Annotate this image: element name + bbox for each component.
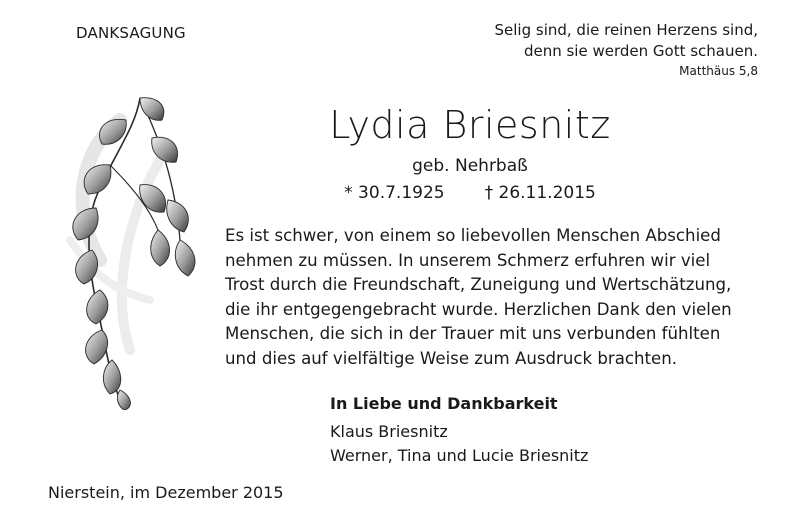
family-names xyxy=(330,420,588,468)
birth-date: * 30.7.1925 xyxy=(344,183,445,203)
bible-quote xyxy=(438,20,758,80)
place-date: Nierstein, im Dezember 2015 xyxy=(48,483,284,502)
thank-you-message xyxy=(225,224,785,372)
message-line: nehmen zu müssen. In unserem Schmerz erfuhren wir viel xyxy=(225,250,711,270)
life-dates xyxy=(330,183,610,203)
quote-line: Selig sind, die reinen Herzens sind, xyxy=(494,21,758,39)
birch-branch-icon xyxy=(40,90,225,410)
family-name: Werner, Tina und Lucie Briesnitz xyxy=(330,446,589,465)
message-line: und dies auf vielfältige Weise zum Ausdruck brachten. xyxy=(225,348,678,368)
message-line: die ihr entgegengebracht wurde. Herzlichen Dank den vielen xyxy=(225,299,732,319)
quote-line: denn sie werden Gott schauen. xyxy=(523,42,758,60)
family-name: Klaus Briesnitz xyxy=(330,422,448,441)
closing-title: In Liebe und Dankbarkeit xyxy=(330,394,558,413)
message-line: Menschen, die sich in der Trauer mit uns verbunden fühlten xyxy=(225,324,721,344)
message-line: Es ist schwer, von einem so liebevollen Menschen Abschied xyxy=(225,226,721,245)
maiden-name: geb. Nehrbaß xyxy=(412,156,528,176)
message-line: Trost durch die Freundschaft, Zuneigung und Wertschätzung, xyxy=(225,275,732,295)
deceased-name: Lydia Briesnitz xyxy=(329,103,611,147)
quote-reference: Matthäus 5,8 xyxy=(679,64,758,78)
notice-heading: DANKSAGUNG xyxy=(76,24,186,42)
death-date: † 26.11.2015 xyxy=(484,183,596,203)
